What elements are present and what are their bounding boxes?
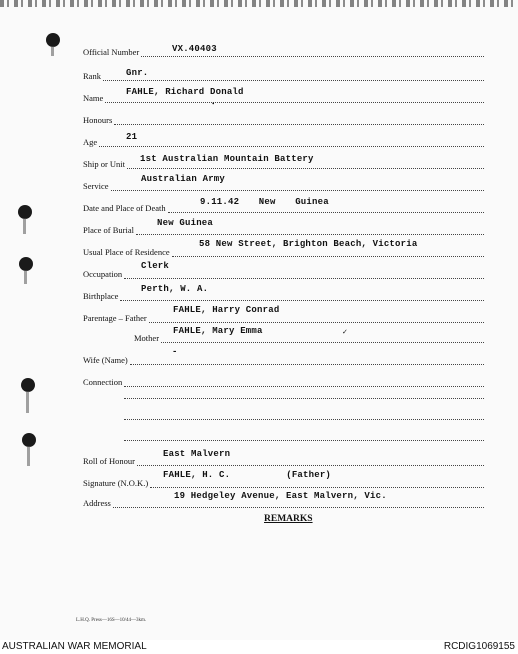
hole-streak bbox=[24, 270, 27, 284]
printer-imprint: L.H.Q. Press—16S—10/44—3km. bbox=[76, 618, 147, 623]
wife-label: Wife (Name) bbox=[83, 355, 128, 365]
residence-value: 58 New Street, Brighton Beach, Victoria bbox=[199, 239, 418, 249]
hole-streak bbox=[27, 446, 30, 466]
punch-hole bbox=[19, 257, 33, 271]
service-label: Service bbox=[83, 181, 109, 191]
residence-label: Usual Place of Residence bbox=[83, 247, 170, 257]
rank-label: Rank bbox=[83, 71, 101, 81]
occupation-line bbox=[124, 278, 484, 279]
name-line bbox=[105, 102, 484, 103]
ship-or-unit-value: 1st Australian Mountain Battery bbox=[140, 154, 314, 164]
birthplace-value: Perth, W. A. bbox=[141, 284, 209, 294]
father-label: Parentage – Father bbox=[83, 313, 147, 323]
roll-of-honour-line bbox=[137, 465, 484, 466]
age-line bbox=[99, 146, 484, 147]
birthplace-label: Birthplace bbox=[83, 291, 119, 301]
hole-streak bbox=[26, 391, 29, 413]
honours-line bbox=[114, 124, 484, 125]
mother-value: FAHLE, Mary Emma bbox=[173, 326, 263, 336]
service-value: Australian Army bbox=[141, 174, 226, 184]
connection-label: Connection bbox=[83, 377, 123, 387]
service-line bbox=[111, 190, 484, 191]
roll-of-honour-label: Roll of Honour bbox=[83, 456, 135, 466]
wife-value: - bbox=[172, 347, 178, 357]
place-of-burial-value: New Guinea bbox=[157, 218, 214, 228]
punch-hole bbox=[46, 33, 60, 47]
father-line bbox=[149, 322, 484, 323]
roll-of-honour-value: East Malvern bbox=[163, 449, 231, 459]
signature-value: FAHLE, H. C. (Father) bbox=[163, 470, 332, 480]
archive-caption-right: RCDIG1069155 bbox=[443, 641, 515, 652]
punch-hole bbox=[22, 433, 36, 447]
scanned-top-edge bbox=[0, 0, 518, 7]
occupation-label: Occupation bbox=[83, 269, 123, 279]
hole-streak bbox=[51, 46, 54, 56]
official-number-value: VX.40403 bbox=[172, 44, 217, 54]
connection-line-extra bbox=[124, 440, 484, 441]
honours-label: Honours bbox=[83, 115, 113, 125]
connection-line-extra bbox=[124, 398, 484, 399]
residence-line bbox=[172, 256, 484, 257]
mother-label: Mother bbox=[134, 333, 160, 343]
signature-line bbox=[150, 487, 484, 488]
name-label: Name bbox=[83, 93, 104, 103]
rank-line bbox=[103, 80, 484, 81]
stray-dot: • bbox=[212, 100, 215, 108]
birthplace-line bbox=[120, 300, 484, 301]
place-of-burial-line bbox=[136, 234, 484, 235]
age-label: Age bbox=[83, 137, 98, 147]
stray-tick: ✓ bbox=[342, 328, 348, 336]
signature-label: Signature (N.O.K.) bbox=[83, 478, 149, 488]
ship-or-unit-label: Ship or Unit bbox=[83, 159, 126, 169]
ship-or-unit-line bbox=[127, 168, 484, 169]
date-place-of-death-line bbox=[168, 212, 484, 213]
punch-hole bbox=[18, 205, 32, 219]
archive-caption-left: AUSTRALIAN WAR MEMORIAL bbox=[2, 641, 147, 652]
connection-line-extra bbox=[124, 419, 484, 420]
rank-value: Gnr. bbox=[126, 68, 149, 78]
official-number-line bbox=[141, 56, 484, 57]
date-place-of-death-value: 9.11.42 New Guinea bbox=[200, 197, 329, 207]
name-value: FAHLE, Richard Donald bbox=[126, 87, 244, 97]
father-value: FAHLE, Harry Conrad bbox=[173, 305, 280, 315]
punch-hole bbox=[21, 378, 35, 392]
official-number-label: Official Number bbox=[83, 47, 140, 57]
mother-line bbox=[161, 342, 484, 343]
remarks-heading: REMARKS bbox=[264, 514, 313, 524]
age-value: 21 bbox=[126, 132, 138, 142]
address-label: Address bbox=[83, 498, 111, 508]
hole-streak bbox=[23, 218, 26, 234]
occupation-value: Clerk bbox=[141, 261, 170, 271]
date-place-of-death-label: Date and Place of Death bbox=[83, 203, 166, 213]
place-of-burial-label: Place of Burial bbox=[83, 225, 134, 235]
connection-line bbox=[124, 386, 484, 387]
wife-line bbox=[130, 364, 484, 365]
address-value: 19 Hedgeley Avenue, East Malvern, Vic. bbox=[174, 491, 387, 501]
address-line bbox=[113, 507, 484, 508]
